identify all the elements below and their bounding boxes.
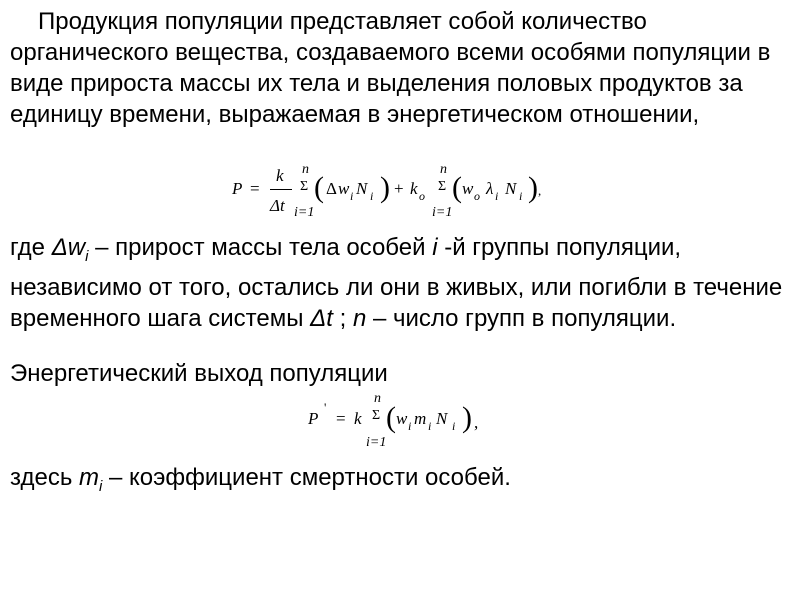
f1-term1-w-sub: i [350, 189, 354, 203]
f2-prime: ' [324, 400, 327, 415]
f1-tail: , [538, 183, 542, 198]
f2-k: k [354, 409, 362, 428]
p4-prefix: здесь [10, 464, 79, 491]
paragraph-definition: Продукция популяции представляет собой количество органического вещества, создаваемого всеми особями популяции в виде прироста массы их тела и выделения половых продуктов за единицу времени, выражаемая в энергетическом отношении, [10, 8, 771, 128]
paragraph-here [10, 462, 790, 502]
f2-N: N [436, 409, 448, 428]
p4-m-base: m [79, 464, 99, 491]
f1-sum-sign: Σ [300, 179, 309, 194]
f2-w-sub: i [408, 419, 412, 433]
f1-term2-lambda: λ [486, 179, 494, 198]
f1-term1-N-sub: i [370, 189, 374, 203]
f1-sum2-top: n [440, 162, 447, 177]
p2-prefix: где [10, 234, 52, 261]
f1-frac-den: Δt [270, 196, 285, 215]
f1-sum-top: n [302, 162, 309, 177]
f1-term2-lambda-sub: i [495, 189, 499, 203]
p2-delta-t: Δt [310, 304, 333, 332]
f1-paren2-close: ) [528, 171, 538, 204]
f2-tail: , [474, 413, 479, 432]
f2-m: m [414, 409, 427, 428]
p2-mid2: -й группы популяции, независимо от того, остались ли они в живых, или погибли в течение временного шага системы [10, 234, 783, 332]
f1-term2-N: N [505, 179, 517, 198]
f1-frac-num: k [276, 166, 284, 185]
f1-term1-delta: Δ [326, 179, 337, 198]
p2-suffix: – число групп в популяции. [372, 304, 677, 332]
f2-paren-open: ( [386, 401, 396, 434]
paragraph-energy-output: Энергетический выход популяции [10, 360, 388, 387]
p2-delta-w-sub: i [85, 247, 89, 265]
f1-eq: = [250, 179, 260, 198]
f1-k0: k [410, 179, 418, 198]
p4-suffix: – коэффициент смертности особей. [109, 464, 511, 491]
f1-term2-w: w [462, 179, 474, 198]
f2-sum-bottom: i=1 [366, 435, 387, 450]
f1-term1-w: w [338, 179, 350, 198]
f1-paren-close: ) [380, 171, 390, 204]
f1-paren2-open: ( [452, 171, 462, 204]
f1-sum2-bottom: i=1 [432, 205, 453, 220]
p2-mid1: – прирост массы тела особей [95, 234, 433, 261]
p2-delta-w-base: Δw [51, 234, 86, 261]
p4-m-sub: i [99, 477, 103, 495]
p2-delta-w [51, 234, 89, 265]
f2-paren-close: ) [462, 401, 472, 434]
f1-lhs: P [232, 179, 243, 198]
f1-sum-bottom: i=1 [294, 205, 315, 220]
paragraph-where [10, 232, 790, 334]
p2-mid3: ; [339, 304, 353, 332]
f1-term2-N-sub: i [519, 189, 523, 203]
f1-k0-sub: o [419, 189, 425, 203]
f1-frac-bar [270, 189, 292, 190]
f1-term1-N: N [356, 179, 368, 198]
f1-plus: + [394, 179, 404, 198]
p4-m-var [79, 464, 103, 495]
f2-N-sub: i [452, 419, 456, 433]
f2-w: w [396, 409, 408, 428]
f1-paren-open: ( [314, 171, 324, 204]
f1-sum2-sign: Σ [438, 179, 447, 194]
f2-m-sub: i [428, 419, 432, 433]
f2-lhs: P [308, 409, 319, 428]
f2-eq: = [336, 409, 346, 428]
f1-term2-w-sub: o [474, 189, 480, 203]
f2-sum-sign: Σ [372, 408, 381, 423]
f2-sum-top: n [374, 391, 381, 406]
p2-i-var: i [432, 234, 438, 261]
p2-n-var: n [352, 304, 367, 332]
